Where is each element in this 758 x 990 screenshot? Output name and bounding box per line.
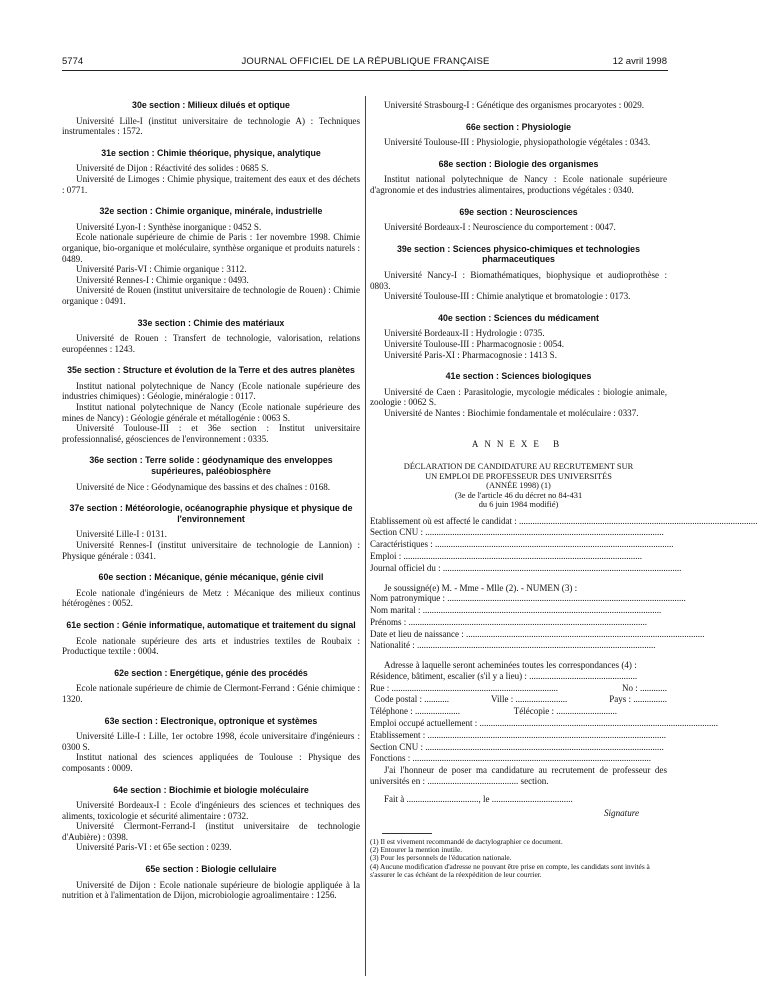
section-heading: 60e section : Mécanique, génie mécanique, génie civil	[98, 572, 324, 583]
footnote: (3) Pour les personnels de l'éducation nationale.	[370, 853, 512, 863]
telephone-field: Téléphone : .................... Télécopie : ...........................	[370, 706, 617, 717]
section-entry: Université Lille-I (institut universitaire de technologie A) : Techniques instrumentales : 1572.	[62, 115, 360, 137]
page-number: 5774	[62, 56, 84, 67]
form-field: Section CNU : ..........................................................................................................	[370, 741, 664, 752]
section-entry: Université Rennes-I : Chimie organique : 0493.	[76, 274, 249, 285]
header-rule	[62, 70, 668, 71]
form-field: Etablissement où est affecté le candidat : ..........................................................................................................	[370, 515, 758, 526]
section-heading: 62e section : Energétique, génie des procédés	[114, 667, 308, 678]
section-heading: 30e section : Milieux dilués et optique	[132, 100, 290, 110]
section-block	[62, 318, 360, 355]
section-entry: Université Toulouse-III : Pharmacognosie : 0054.	[384, 338, 565, 349]
section-entry: Institut national polytechnique de Nancy (Ecole nationale supérieure des industries chimiques) : Géologie, minéralogie : 0117.	[62, 380, 360, 402]
section-block	[62, 785, 360, 854]
section-block	[62, 716, 360, 774]
section-entry: Université Nancy-I : Biomathématiques, biophysique et audioprothèse : 0803.	[370, 269, 667, 291]
section-entry: Ecole nationale supérieure de chimie de Clermont-Ferrand : Génie chimique : 1320.	[62, 683, 360, 704]
decl-line: (ANNÉE 1998) (1)	[486, 481, 551, 491]
section-entry: Université de Caen : Parasitologie, mycologie médicales : biologie animale, zoologie : 0062 S.	[370, 386, 667, 408]
form-field: Emploi occupé actuellement : ..........................................................................................................	[370, 717, 718, 728]
section-entry: Université Lille-I : 0131.	[76, 529, 167, 540]
section-block	[370, 244, 667, 302]
rue-field: Rue : .......................................................................... No : ............	[370, 682, 667, 693]
section-heading: 66e section : Physiologie	[465, 121, 572, 132]
section-entry: Université de Dijon : Ecole nationale supérieure de biologie appliquée à la nutrition et à l'alimentation de Dijon, microbiologie agroalimentaire : 1256.	[62, 879, 360, 901]
section-entry: Université Toulouse-III : Chimie analytique et bromatologie : 0173.	[384, 291, 631, 302]
section-entry: Université Paris-VI : et 65e section : 0239.	[76, 842, 232, 853]
section-entry: Institut national des sciences appliquées de Toulouse : Physique des composants : 0009.	[62, 752, 360, 773]
column-divider	[365, 96, 366, 976]
section-block	[62, 206, 360, 306]
form-field: Section CNU : ..........................................................................................................	[370, 527, 664, 538]
form-field: Etablissement : ..........................................................................................................	[370, 729, 666, 740]
section-block	[62, 455, 360, 492]
section-heading: 65e section : Biologie cellulaire	[145, 864, 277, 875]
form-field: Journal officiel du : ..........................................................................................................	[370, 562, 682, 573]
section-heading: 32e section : Chimie organique, minérale, industrielle	[99, 206, 323, 217]
ville-field: Code postal : ........... Ville : ....................... Pays : ...............	[374, 694, 667, 705]
section-block	[62, 365, 360, 444]
section-heading: 61e section : Génie informatique, automatique et traitement du signal	[66, 619, 356, 630]
footnote: (4) Aucune modification d'adresse ne pouvant être prise en compte, les candidats sont invités à s'assurer le cas échéant de la réexpédition de leur courrier.	[370, 861, 650, 880]
section-heading: 31e section : Chimie théorique, physique, analytique	[101, 147, 321, 158]
signature-label: Signature	[603, 808, 639, 819]
section-heading: 40e section : Sciences du médicament	[438, 312, 599, 323]
section-entry: Université de Rouen (institut universitaire de technologie de Rouen) : Chimie organique : 0491.	[62, 285, 360, 306]
section-entry: Université Toulouse-III : Physiologie, physiopathologie végétales : 0343.	[384, 137, 651, 148]
section-entry: Université Bordeaux-I : Ecole d'ingénieurs des sciences et techniques des aliments, toxicologie et sécurité alimentaire : 0732.	[62, 800, 360, 821]
journal-title: JOURNAL OFFICIEL DE LA RÉPUBLIQUE FRANÇAISE	[241, 56, 490, 67]
section-entry: Université Paris-XI : Pharmacognosie : 1413 S.	[384, 349, 558, 360]
right-column	[370, 100, 758, 880]
section-block	[62, 620, 360, 657]
section-heading: 64e section : Biochimie et biologie moléculaire	[113, 784, 309, 795]
section-entry: Université Clermont-Ferrand-I (institut universitaire de technologie d'Aubière) : 0398.	[62, 821, 360, 842]
section-entry: Université de Nantes : Biochimie fondamentale et moléculaire : 0337.	[384, 407, 639, 418]
right-sections	[370, 100, 667, 429]
section-entry: Ecole nationale supérieure des arts et industries textiles de Roubaix : Productique textile : 0004.	[62, 635, 360, 657]
decl-line: DÉCLARATION DE CANDIDATURE AU RECRUTEMENT SUR	[403, 462, 634, 472]
section-block	[370, 313, 667, 360]
section-entry: Université de Nice : Géodynamique des bassins et des chaînes : 0168.	[76, 481, 331, 492]
section-block	[62, 668, 360, 705]
form-field: Nom marital : ..........................................................................................................	[370, 604, 662, 615]
section-heading: 69e section : Neurosciences	[459, 206, 578, 217]
section-entry: Institut national polytechnique de Nancy (Ecole nationale supérieure des mines de Nancy) : Géologie générale et métallogénie : 0063 S.	[62, 402, 360, 423]
section-block	[370, 122, 667, 148]
section-entry: Université Rennes-I (institut universitaire de technologie de Lannion) : Physique générale : 0341.	[62, 540, 360, 561]
section-entry: Université Lyon-I : Synthèse inorganique : 0452 S.	[76, 221, 262, 232]
section-entry: Université de Dijon : Réactivité des solides : 0685 S.	[76, 163, 269, 174]
annexe-title: ANNEXE B	[471, 439, 566, 450]
section-entry: Ecole nationale d'ingénieurs de Metz : Mécanique des milieux continus hétérogènes : 0052.	[62, 587, 360, 609]
decl-line: UN EMPLOI DE PROFESSEUR DES UNIVERSITÉS	[425, 471, 612, 481]
decl-line: du 6 juin 1984 modifié)	[478, 500, 559, 510]
footnote: (1) Il est vivement recommandé de dactylographier ce document.	[370, 836, 563, 846]
honneur-text: J'ai l'honneur de poser ma candidature au recrutement de professeur des universités en : ........................................ section.	[370, 765, 667, 786]
section-heading: 37e section : Météorologie, océanographie physique et physique de l'environnement	[69, 503, 353, 524]
section-heading: 35e section : Structure et évolution de la Terre et des autres planètes	[67, 365, 355, 376]
form-field: Emploi : ..........................................................................................................	[370, 550, 642, 561]
candidature-form	[370, 515, 758, 819]
section-block	[370, 100, 667, 111]
section-heading: 68e section : Biologie des organismes	[438, 158, 599, 169]
residence-field: Résidence, bâtiment, escalier (s'il y a lieu) : ................................................	[370, 670, 638, 681]
section-entry: Université Lille-I : Lille, 1er octobre 1998, école universitaire d'ingénieurs : 0300 S.	[62, 731, 360, 752]
footnote-separator	[382, 833, 432, 834]
fait-line: Fait à ................................ , le ....................................	[384, 794, 573, 805]
form-field: Date et lieu de naissance : ..........................................................................................................	[370, 628, 705, 639]
section-block	[62, 148, 360, 195]
footnotes	[370, 838, 667, 880]
section-heading: 63e section : Electronique, optronique et systèmes	[104, 715, 318, 726]
section-block	[370, 371, 667, 418]
section-block	[62, 100, 360, 137]
section-entry: Université Bordeaux-I : Neuroscience du comportement : 0047.	[384, 222, 616, 233]
form-field: Fonctions : ..........................................................................................................	[370, 753, 652, 764]
section-block	[62, 572, 360, 609]
section-block	[62, 503, 360, 561]
section-entry: Institut national polytechnique de Nancy : Ecole nationale supérieure d'agronomie et des industries alimentaires, productions végétales : 0340.	[370, 174, 667, 195]
form-field: Nom patronymique : ..........................................................................................................	[370, 593, 686, 604]
form-field: Caractéristiques : ..........................................................................................................	[370, 539, 674, 550]
section-entry: Université de Rouen : Transfert de technologie, valorisation, relations européennes : 1243.	[62, 333, 360, 354]
section-heading: 33e section : Chimie des matériaux	[137, 317, 285, 328]
adresse-text: Adresse à laquelle seront acheminées toutes les correspondances (4) :	[384, 660, 637, 671]
section-block	[62, 864, 360, 901]
section-entry: Ecole nationale supérieure de chimie de Paris : 1er novembre 1998. Chimie organique, bio-organique et moléculaire, synthèse organique et produits naturels : 0489.	[62, 232, 360, 264]
section-heading: 36e section : Terre solide : géodynamique des enveloppes supérieures, paléobiosphère	[89, 455, 333, 477]
footnote: (2) Entourer la mention inutile.	[370, 845, 463, 855]
section-heading: 41e section : Sciences biologiques	[445, 371, 592, 382]
section-block	[370, 207, 667, 233]
form-field: Nationalité : ..........................................................................................................	[370, 640, 656, 651]
decl-line: (3e de l'article 46 du décret no 84-431	[454, 490, 583, 500]
section-entry: Université Paris-VI : Chimie organique : 3112.	[76, 264, 247, 275]
form-field: Prénoms : ..........................................................................................................	[370, 616, 648, 627]
issue-date: 12 avril 1998	[612, 56, 667, 67]
section-entry: Université Strasbourg-I : Génétique des organismes procaryotes : 0029.	[384, 100, 645, 110]
section-entry: Université Bordeaux-II : Hydrologie : 0735.	[384, 328, 545, 339]
section-heading: 39e section : Sciences physico-chimiques et technologies pharmaceutiques	[397, 243, 640, 265]
declaration-heading	[370, 462, 667, 510]
soussigne-line: Je soussigné(e) M. - Mme - Mlle (2). - NUMEN (3) :	[384, 582, 578, 593]
left-column	[62, 100, 360, 912]
section-block	[370, 159, 667, 196]
section-entry: Université Toulouse-III : et 36e section : Institut universitaire professionnalisé, géosciences de l'environnement : 0335.	[62, 423, 360, 444]
section-entry: Université de Limoges : Chimie physique, traitement des eaux et des déchets : 0771.	[62, 173, 360, 195]
